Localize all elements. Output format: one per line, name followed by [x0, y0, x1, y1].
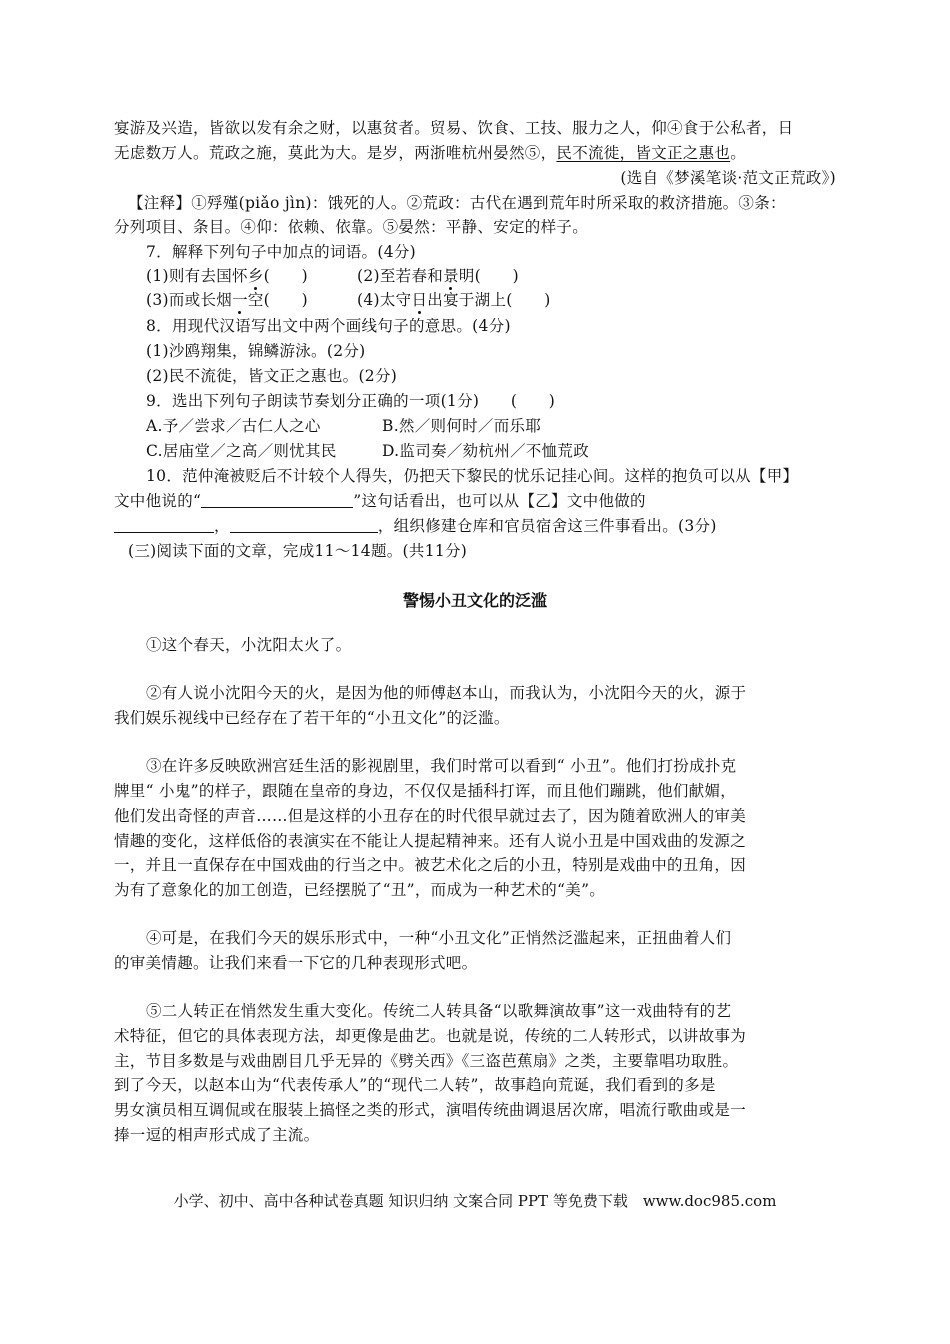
passage-line: 无虑数万人。荒政之施，莫此为大。是岁，两浙唯杭州晏然⑤，民不流徙，皆文正之惠也。 — [114, 144, 747, 162]
paragraph-line: 一，并且一直保存在中国戏曲的行当之中。被艺术化之后的小丑，特别是戏曲中的丑角，因 — [114, 856, 747, 874]
question-10-line: 10．范仲淹被贬后不计较个人得失，仍把天下黎民的忧乐记挂心间。这样的抱负可以从【甲】 — [146, 467, 799, 485]
paragraph-line: 牌里“ 小鬼”的样子，跟随在皇帝的身边，不仅仅是插科打诨，而且他们蹦跳，他们献媚， — [114, 782, 737, 800]
underlined-sentence: 民不流徙，皆文正之惠也 — [556, 144, 731, 162]
question-7-item-3: (3)而或长烟一空( ) — [146, 291, 308, 309]
dotted-word: 日 — [411, 291, 428, 309]
dotted-word: 一 — [232, 291, 248, 309]
dotted-word: 景 — [443, 267, 459, 285]
paragraph-line: 男女演员相互调侃或在服装上搞怪之类的形式，演唱传统曲调退居次席，唱流行歌曲或是一 — [114, 1101, 747, 1119]
paragraph-line: 我们娱乐视线中已经存在了若干年的“小丑文化”的泛滥。 — [114, 709, 510, 727]
question-10-line: 文中他说的“ ”这句话看出，也可以从【乙】文中他做的 — [114, 489, 646, 513]
paragraph-line: 到了今天，以赵本山为“代表传承人”的“现代二人转”，故事趋向荒诞，我们看到的多是 — [114, 1076, 716, 1094]
question-8-stem: 8．用现代汉语写出文中两个画线句子的意思。(4分) — [146, 317, 511, 335]
passage-source: (选自《梦溪笔谈·范文正荒政》) — [620, 169, 836, 187]
question-10-line: ， ，组织修建仓库和官员宿舍这三件事看出。(3分) — [114, 514, 717, 538]
option-a: A.予／尝求／古仁人之心 — [146, 417, 321, 435]
notes-line: 分列项目、条目。④仰：依赖、依靠。⑤晏然：平静、安定的样子。 — [114, 218, 589, 236]
question-7-item-4: (4)太守日出宴于湖上( ) — [357, 291, 551, 309]
question-8-item-1: (1)沙鸥翔集，锦鳞游泳。(2分) — [146, 342, 366, 360]
paragraph-line: ②有人说小沈阳今天的火，是因为他的师傅赵本山，而我认为，小沈阳今天的火，源于 — [146, 684, 747, 702]
passage-line: 宴游及兴造，皆欲以发有余之财，以惠贫者。贸易、饮食、工技、服力之人，仰④食于公私者，日 — [114, 119, 794, 137]
option-d: D.监司奏／劾杭州／不恤荒政 — [382, 442, 590, 460]
question-8-item-2: (2)民不流徙，皆文正之惠也。(2分) — [146, 367, 398, 385]
option-b: B.然／则何时／而乐耶 — [382, 417, 542, 435]
paragraph-line: 他们发出奇怪的声音……但是这样的小丑存在的时代很早就过去了，因为随着欧洲人的审美 — [114, 807, 747, 825]
paragraph-line: 主，节目多数是与戏曲剧目几乎无异的《劈关西》《三盗芭蕉扇》之类，主要靠唱功取胜。 — [114, 1052, 739, 1070]
page-footer: 小学、初中、高中各种试卷真题 知识归纳 文案合同 PPT 等免费下载 www.doc985.com — [173, 1192, 777, 1210]
dotted-word: 乡 — [247, 267, 264, 285]
paragraph-line: 情趣的变化，这样低俗的表演实在不能让人提起精神来。还有人说小丑是中国戏曲的发源之 — [114, 832, 747, 850]
paragraph-line: ⑤二人转正在悄然发生重大变化。传统二人转具备“以歌舞演故事”这一戏曲特有的艺 — [146, 1002, 732, 1020]
paragraph-line: ③在许多反映欧洲宫廷生活的影视剧里，我们时常可以看到“ 小丑”。他们打扮成扑克 — [146, 757, 737, 775]
answer-blank[interactable] — [230, 514, 378, 533]
question-9-stem: 9．选出下列句子朗读节奏划分正确的一项(1分) ( ) — [146, 392, 556, 410]
question-7-item-2: (2)至若春和景明( ) — [357, 267, 519, 285]
paragraph-line: ④可是，在我们今天的娱乐形式中，一种“小丑文化”正悄然泛滥起来，正扭曲着人们 — [146, 929, 732, 947]
paragraph-line: 的审美情趣。让我们来看一下它的几种表现形式吧。 — [114, 954, 478, 972]
paragraph-line: 为有了意象化的加工创造，已经摆脱了“丑”，而成为一种艺术的“美”。 — [114, 881, 606, 899]
answer-blank[interactable] — [114, 514, 214, 533]
paragraph-line: ①这个春天，小沈阳太火了。 — [146, 636, 352, 654]
answer-blank[interactable] — [201, 489, 353, 508]
notes-line: 【注释】①殍殣(piǎo jìn)：饿死的人。②荒政：古代在遇到荒年时所采取的救济措施。③条： — [128, 194, 786, 212]
option-c: C.居庙堂／之高／则忧其民 — [146, 442, 337, 460]
question-7-item-1: (1)则有去国怀乡( ) — [146, 267, 308, 285]
question-7-stem: 7．解释下列句子中加点的词语。(4分) — [146, 243, 417, 261]
paragraph-line: 术特征，但它的具体表现方法，却更像是曲艺。也就是说，传统的二人转形式，以讲故事为 — [114, 1027, 747, 1045]
article-title: 警惕小丑文化的泛滥 — [402, 591, 547, 610]
paragraph-line: 捧一逗的相声形式成了主流。 — [114, 1126, 320, 1144]
section-heading: (三)阅读下面的文章，完成11～14题。(共11分) — [128, 542, 468, 560]
